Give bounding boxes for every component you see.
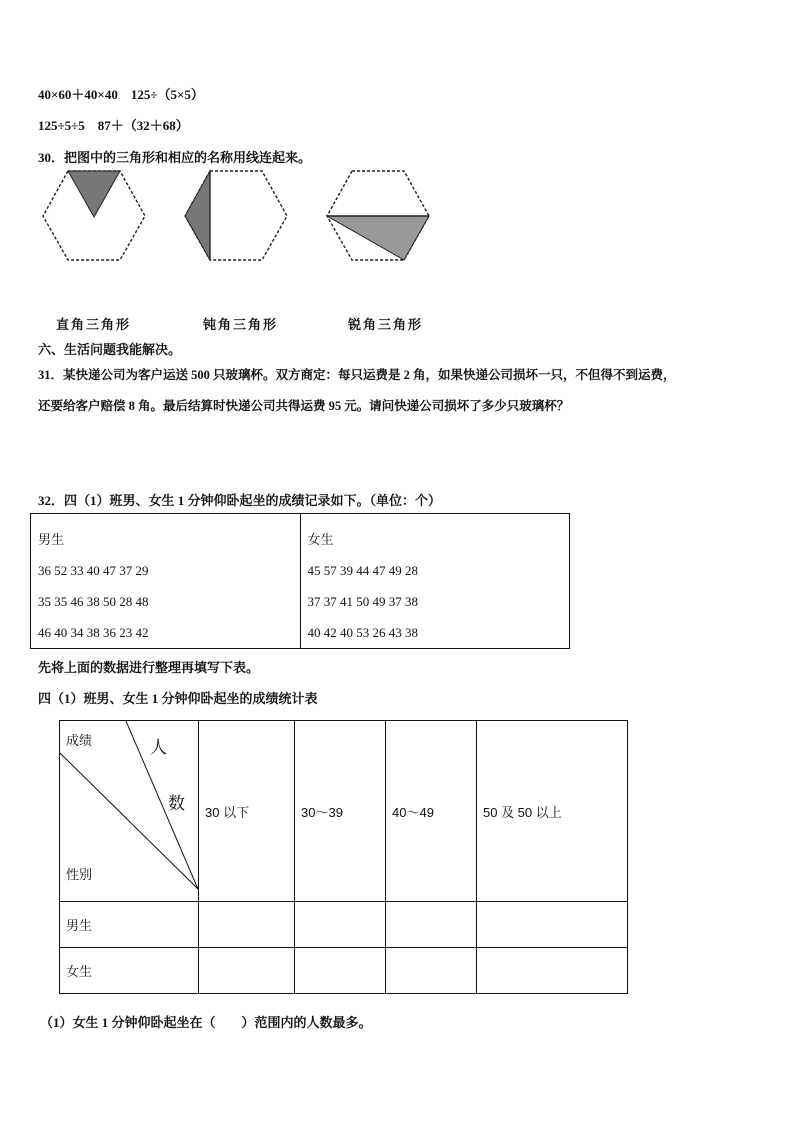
col-header-40-49: 40～49 [386,721,477,902]
girls-40-49-cell[interactable] [386,948,477,994]
row-label-boys: 男生 [60,902,199,948]
calc-expr-4: 87＋（32＋68） [97,118,189,133]
calc-line-2 [38,115,189,134]
corner-gender-label: 性别 [66,867,93,882]
girls-50-above-cell[interactable] [477,948,628,994]
label-acute-triangle: 锐角三角形 [348,317,424,332]
col-header-below-30: 30 以下 [199,721,295,902]
girls-row-1: 45 57 39 44 47 49 28 [307,563,418,578]
girls-header: 女生 [307,532,334,547]
hexagon-figure-1 [40,168,150,264]
q32-text: 32．四（1）班男、女生 1 分钟仰卧起坐的成绩记录如下。（单位：个） [38,493,442,508]
calc-expr-2: 125÷（5×5） [130,87,204,102]
hexagon-figure-2 [182,168,292,264]
q32-instruction: 先将上面的数据进行整理再填写下表。 [38,660,260,675]
q32-sub-question-1: （1）女生 1 分钟仰卧起坐在（ ）范围内的人数最多。 [40,1015,372,1030]
corner-shu-label: 数 [168,794,185,813]
girls-30-39-cell[interactable] [295,948,386,994]
q31-line-2: 还要给客户赔偿 8 角。最后结算时快递公司共得运费 95 元。请问快递公司损坏了多少只玻璃杯？ [38,399,570,413]
boys-below-30-cell[interactable] [199,902,295,948]
boys-50-above-cell[interactable] [477,902,628,948]
score-statistics-table [59,720,628,994]
boys-30-39-cell[interactable] [295,902,386,948]
girls-below-30-cell[interactable] [199,948,295,994]
col-header-50-above: 50 及 50 以上 [477,721,628,902]
boys-row-1: 36 52 33 40 47 37 29 [38,563,149,578]
girls-record-cell [300,514,570,649]
calc-expr-3: 125÷5÷5 [38,118,85,133]
section-6-title: 六、生活问题我能解决。 [38,342,182,357]
calc-line-1 [38,84,204,103]
corner-header-cell [60,721,199,902]
boys-header: 男生 [38,532,65,547]
hexagon-figures [40,168,440,264]
q31-line-1: 31．某快递公司为客户运送 500 只玻璃杯。双方商定：每只运费是 2 角，如果快递公司损坏一只，不但得不到运费， [38,368,676,382]
q30-text: 30．把图中的三角形和相应的名称用线连起来。 [38,150,312,165]
corner-ren-label: 人 [150,738,167,757]
label-obtuse-triangle: 钝角三角形 [203,317,279,332]
col-header-30-39: 30～39 [295,721,386,902]
score-record-table [30,513,570,649]
boys-row-2: 35 35 46 38 50 28 48 [38,594,149,609]
calc-expr-1: 40×60＋40×40 [38,87,118,102]
girls-row-2: 37 37 41 50 49 37 38 [307,594,418,609]
label-right-triangle: 直角三角形 [56,317,132,332]
row-label-girls: 女生 [60,948,199,994]
boys-row-3: 46 40 34 38 36 23 42 [38,625,149,640]
stat-table-title: 四（1）班男、女生 1 分钟仰卧起坐的成绩统计表 [38,691,318,706]
boys-record-cell [31,514,301,649]
hexagon-figure-3 [324,168,434,264]
girls-row-3: 40 42 40 53 26 43 38 [307,625,418,640]
boys-40-49-cell[interactable] [386,902,477,948]
corner-score-label: 成绩 [66,733,93,748]
